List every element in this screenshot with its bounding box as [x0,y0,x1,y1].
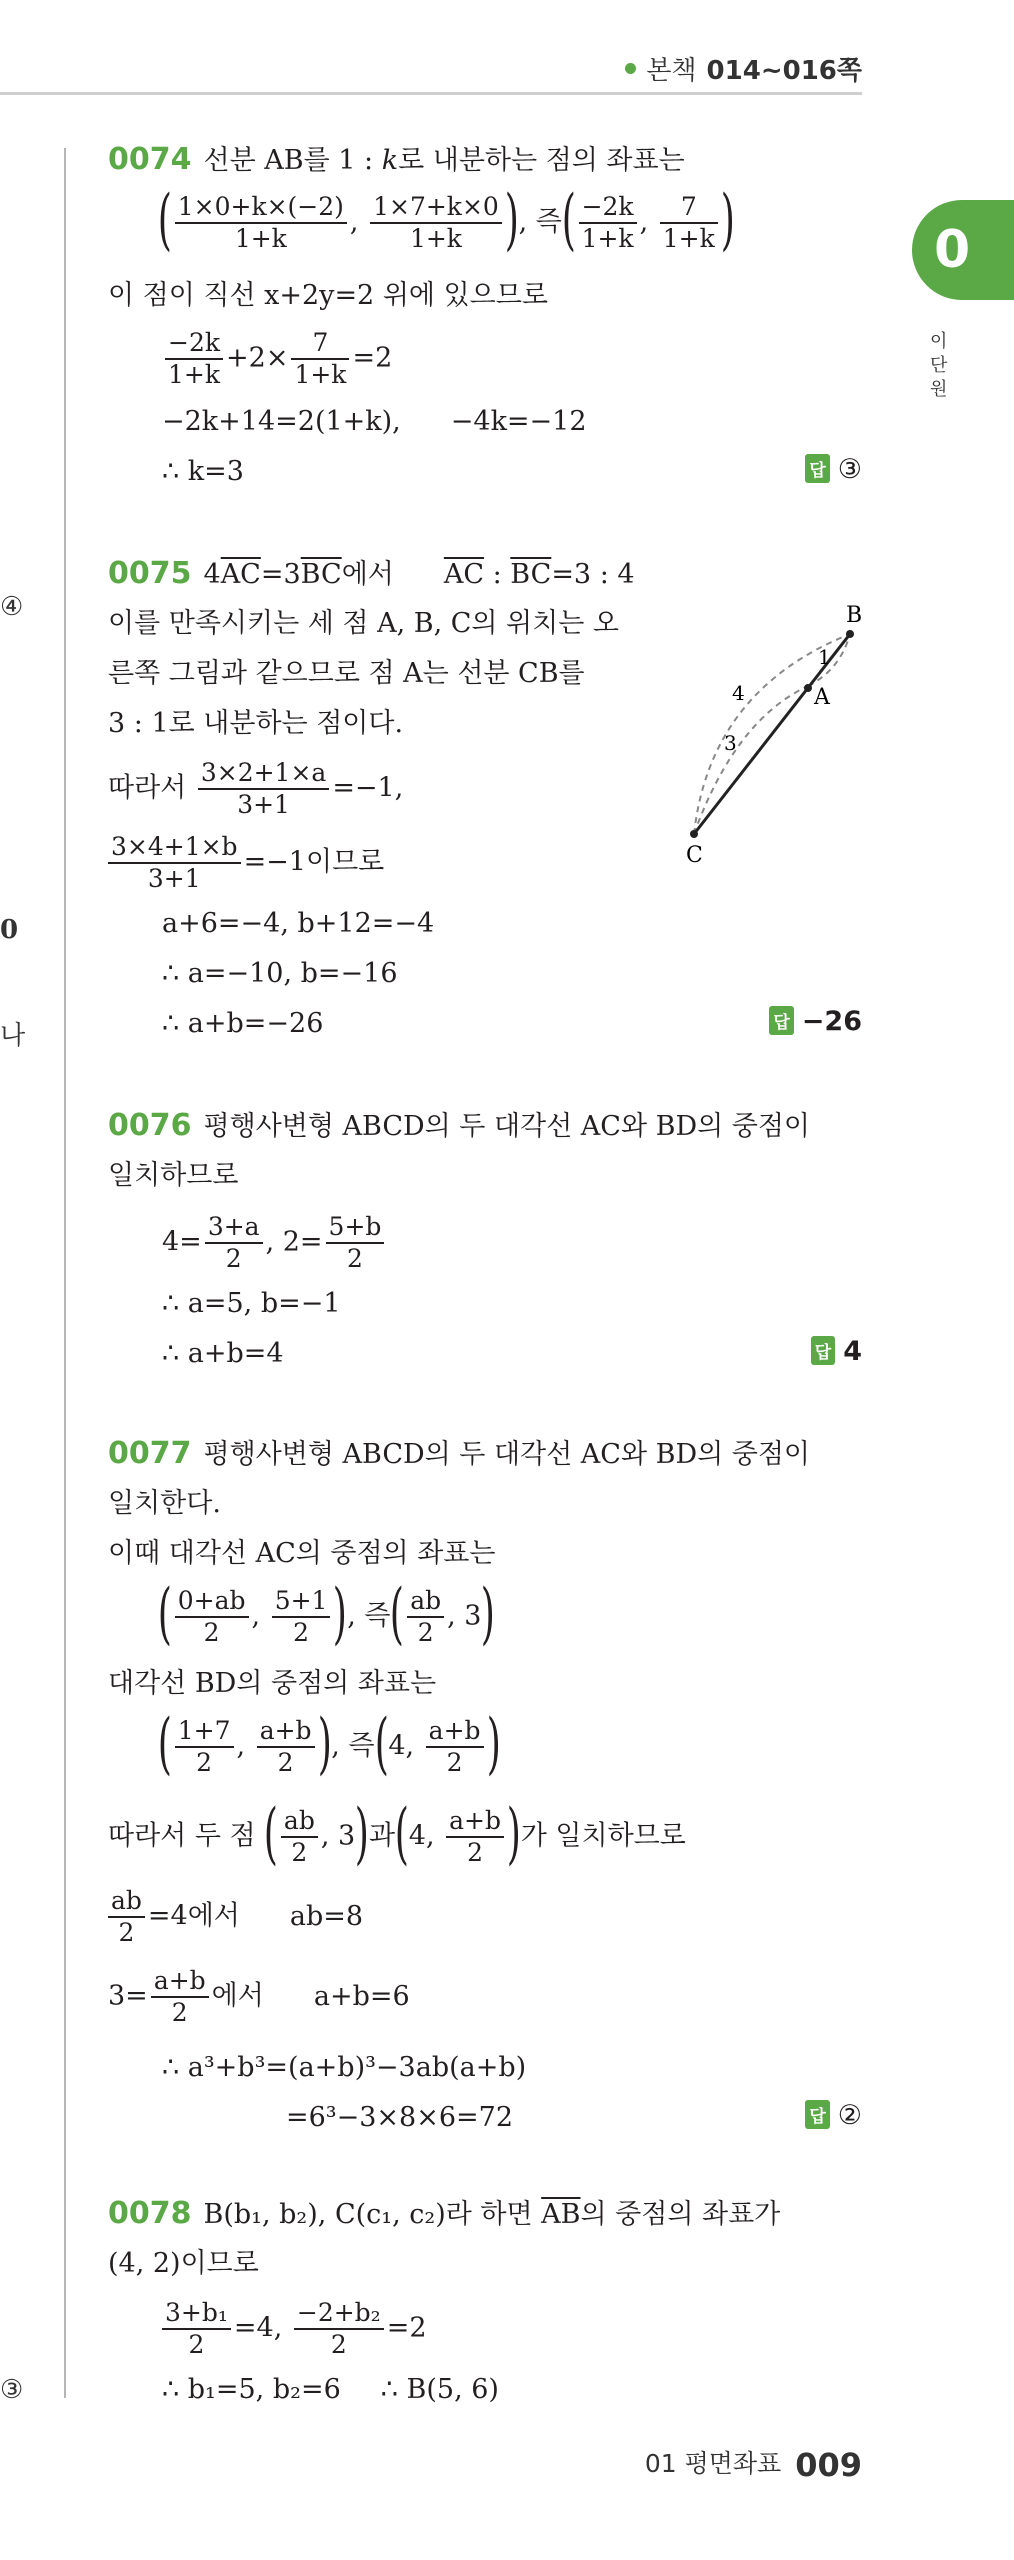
fraction: $\frac{0+ab}{2}$ [175,1586,249,1648]
label-a: A [814,685,830,710]
problem-0074-line1: 0074 선분 AB를 1 : k로 내분하는 점의 좌표는 [108,142,685,177]
problem-0077-line11: =6³−3×8×6=72 [286,2102,514,2133]
footer-chapter: 01 평면좌표 [644,2449,782,2478]
fraction: $\frac{5+1}{2}$ [272,1586,331,1648]
fraction: $\frac{a+b}{2}$ [257,1716,315,1778]
problem-0078-line1: 0078 B(b₁, b₂), C(c₁, c₂)라 하면 $\overline{AB}$의 중점의 좌표가 [108,2196,781,2231]
problem-0078-line2: (4, 2)이므로 [108,2248,259,2279]
header-pages: 014~016쪽 [706,56,862,86]
problem-0074-line6: ∴ k=3 [162,456,244,487]
problem-0074-line2: ( $\frac{1\times 0+k\times(-2)}{1+k}$ , $\frac{1\times 7+k\times 0}{1+k}$ ), 즉( $\frac{-2k}{1+k}$ , $\frac{7}{1+k}$ ) [157,181,735,258]
fraction: $\frac{a+b}{2}$ [426,1716,484,1778]
answer-0077: 답 ② [805,2100,862,2131]
point-c [690,830,698,838]
answer-0075: 답 −26 [769,1006,862,1037]
label-ratio-3: 3 [724,731,737,755]
fraction: $\frac{-2k}{1+k}$ [165,328,223,390]
point-a [804,684,812,692]
page-footer [645,2444,862,2484]
problem-0077-line4: ( $\frac{0+ab}{2}$ , $\frac{5+1}{2}$ ), 즉( $\frac{ab}{2}$ , 3) [157,1575,496,1652]
label-ratio-4: 4 [732,681,745,705]
left-margin-mark: ③ [0,2375,24,2405]
fraction: $\frac{7}{1+k}$ [660,192,718,254]
page-number: 009 [795,2446,862,2484]
problem-0076-line4: ∴ a=5, b=−1 [162,1288,341,1319]
left-margin-mark: 나 [0,1021,26,1051]
problem-0077-line9: 3= $\frac{a+b}{2}$ 에서 a+b=6 [108,1966,410,2027]
problem-0077-line7: 따라서 두 점 ( $\frac{ab}{2}$ , 3)과(4, $\frac{a+b}{2}$ )가 일치하므로 [108,1795,686,1872]
problem-0074-line4: $\frac{-2k}{1+k}$ +2× $\frac{7}{1+k}$ =2 [162,328,392,390]
answer-tag: 답 [805,454,829,483]
problem-0078-line3: $\frac{\text{3+b₁}}{2}$ =4, $\frac{\text{−2+b₂}}{2}$ =2 [162,2298,427,2360]
fraction: $\frac{\text{3+b₁}}{2}$ [162,2298,231,2360]
point-b [846,630,854,638]
fraction: $\frac{ab}{2}$ [407,1586,444,1648]
left-margin-mark: ④ [0,592,24,622]
problem-0074-line5: −2k+14=2(1+k), −4k=−12 [162,406,587,437]
header-section: 본책 [646,56,697,86]
fraction: $\frac{1\times 7+k\times 0}{1+k}$ [370,192,502,254]
problem-0075-line6: $\frac{3\times 4+1\times b}{3+1}$ =−1이므로 [108,832,384,894]
problem-number: 0078 [108,2196,192,2231]
problem-0075-line7: a+6=−4, b+12=−4 [162,908,435,939]
fraction: $\frac{ab}{2}$ [108,1886,145,1948]
problem-number: 0075 [108,556,192,591]
fraction: $\frac{1\times 0+k\times(-2)}{1+k}$ [175,192,347,254]
problem-0074-line3: 이 점이 직선 x+2y=2 위에 있으므로 [108,280,548,311]
problem-0075-line8: ∴ a=−10, b=−16 [162,958,398,989]
problem-0075-line3: 른쪽 그림과 같으므로 점 A는 선분 CB를 [108,658,585,689]
fraction: $\frac{5+b}{2}$ [326,1212,385,1274]
points-diagram [680,600,880,870]
problem-0076-line2: 일치하므로 [108,1160,239,1191]
problem-0075-line1: 0075 $4\overline{AC}=3\overline{BC}$에서 $\overline{AC}$ : $\overline{BC}=3$ : 4 [108,556,635,591]
problem-number: 0074 [108,142,192,177]
fraction: $\frac{ab}{2}$ [281,1806,318,1868]
problem-0077-line8: $\frac{ab}{2}$ =4에서 ab=8 [108,1886,363,1948]
problem-0075-line4: 3 : 1로 내분하는 점이다. [108,708,404,739]
fraction: $\frac{3+a}{2}$ [205,1212,263,1274]
column-divider [64,148,66,2398]
problem-0077-line6: ( $\frac{1+7}{2}$ , $\frac{a+b}{2}$ ), 즉(4, $\frac{a+b}{2}$ ) [157,1705,501,1782]
label-c: C [686,843,703,868]
left-margin-mark: 0 [0,915,19,945]
answer-tag: 답 [805,2100,829,2129]
problem-0076-line1: 0076 평행사변형 ABCD의 두 대각선 AC와 BD의 중점이 [108,1108,811,1143]
label-ratio-1: 1 [818,645,831,669]
page-header [625,50,862,87]
answer-0074: 답 ③ [805,454,862,485]
problem-number: 0076 [108,1108,192,1143]
answer-0076: 답 4 [811,1336,862,1367]
fraction: $\frac{\text{−2+b₂}}{2}$ [294,2298,384,2360]
problem-0075-line5: 따라서 $\frac{3\times 2+1\times a}{3+1}$ =−1, [108,758,404,819]
problem-0075-line9: ∴ a+b=−26 [162,1008,324,1039]
side-tab-label: 이 단 원 [930,331,948,400]
fraction: $\frac{a+b}{2}$ [446,1806,504,1868]
chapter-badge: 0 [912,200,1014,300]
problem-0076-line3: 4= $\frac{3+a}{2}$ , 2= $\frac{5+b}{2}$ [162,1212,387,1274]
header-rule [0,92,862,95]
problem-0077-line10: ∴ a³+b³=(a+b)³−3ab(a+b) [162,2052,527,2083]
problem-0077-line2: 일치한다. [108,1488,221,1519]
label-b: B [846,603,863,628]
answer-tag: 답 [811,1336,835,1365]
fraction: $\frac{a+b}{2}$ [151,1966,209,2028]
problem-0077-line1: 0077 평행사변형 ABCD의 두 대각선 AC와 BD의 중점이 [108,1436,811,1471]
problem-number: 0077 [108,1436,192,1471]
fraction: $\frac{1+7}{2}$ [175,1716,234,1778]
answer-tag: 답 [769,1006,793,1035]
problem-0077-line3: 이때 대각선 AC의 중점의 좌표는 [108,1538,496,1569]
problem-0078-line4: ∴ b₁=5, b₂=6 ∴ B(5, 6) [162,2374,499,2405]
problem-0076-line5: ∴ a+b=4 [162,1338,284,1369]
problem-0077-line5: 대각선 BD의 중점의 좌표는 [108,1668,437,1699]
fraction: $\frac{-2k}{1+k}$ [579,192,637,254]
fraction: $\frac{7}{1+k}$ [291,328,349,390]
fraction: $\frac{3\times 4+1\times b}{3+1}$ [108,832,241,894]
problem-0075-line2: 이를 만족시키는 세 점 A, B, C의 위치는 오 [108,608,619,639]
bullet-dot-icon [625,63,636,74]
fraction: $\frac{3\times 2+1\times a}{3+1}$ [198,758,329,820]
